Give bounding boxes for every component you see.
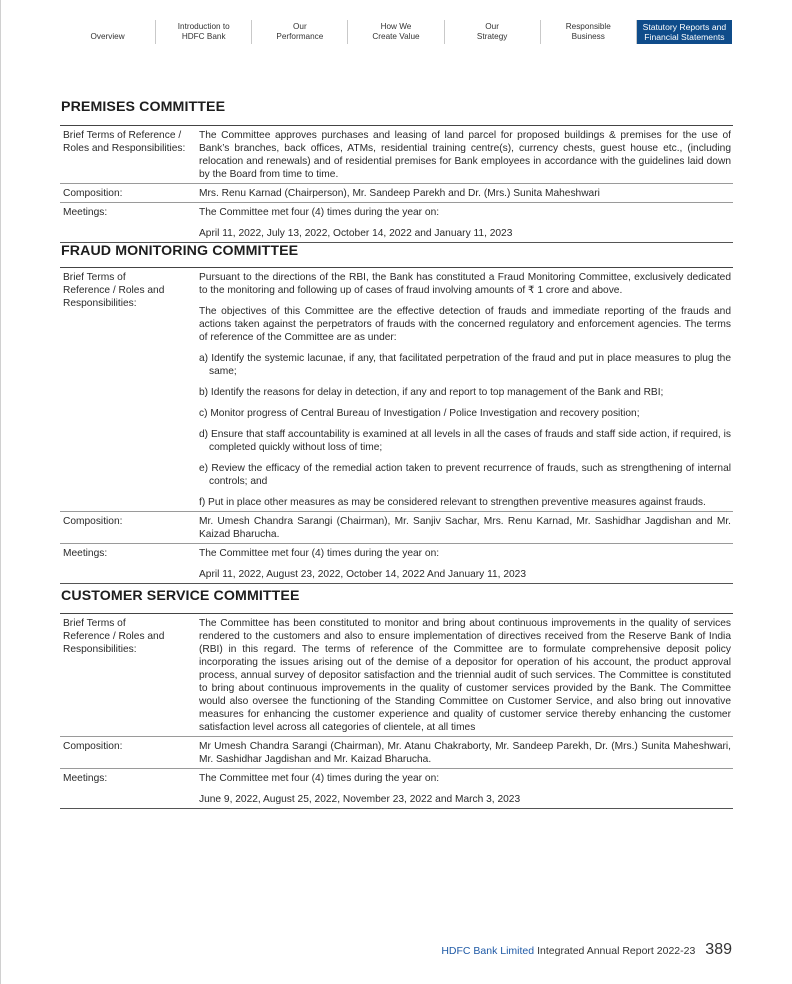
meetings-cell [199, 203, 733, 242]
table-row [60, 512, 733, 544]
row-label: Composition: [63, 741, 123, 752]
meetings-cell [199, 769, 733, 808]
tab-responsible-business[interactable]: Responsible Business [541, 20, 637, 44]
list-item: c) Monitor progress of Central Bureau of Investigation / Police Investigation and recovery position; [199, 408, 640, 419]
list-item: e) Review the efficacy of the remedial action taken to prevent recurrence of frauds, such as strengthening of internal controls; and [199, 463, 731, 487]
composition-text: Mr. Umesh Chandra Sarangi (Chairman), Mr. Sanjiv Sachar, Mrs. Renu Karnad, Mr. Sashidhar Jagdishan and Mr. Kaizad Bharucha. [199, 516, 731, 540]
fraud-committee-heading: FRAUD MONITORING COMMITTEE [61, 243, 299, 259]
list-item: d) Ensure that staff accountability is examined at all levels in all the cases of frauds and staff side action, if required, is completed quickly without loss of time; [199, 429, 731, 453]
row-label: Meetings: [63, 773, 108, 784]
tab-performance[interactable]: Our Performance [252, 20, 348, 44]
row-label: Meetings: [63, 207, 108, 218]
table-row [60, 614, 733, 737]
row-label: Composition: [63, 188, 123, 199]
meeting-dates: April 11, 2022, August 23, 2022, October 14, 2022 And January 11, 2023 [199, 569, 526, 580]
composition-text: Mr Umesh Chandra Sarangi (Chairman), Mr. Atanu Chakraborty, Mr. Sandeep Parekh, Dr. (Mrs.) Sunita Maheshwari, Mr. Sashidhar Jagdishan and Mr. Kaizad Bharucha. [199, 741, 731, 765]
customer-service-committee-heading: CUSTOMER SERVICE COMMITTEE [61, 588, 300, 604]
table-row [60, 268, 733, 512]
page-number: 389 [705, 941, 732, 958]
list-item: a) Identify the systemic lacunae, if any, that facilitated perpetration of the fraud and put in place measures to plug the same; [199, 353, 731, 377]
list-item: b) Identify the reasons for delay in detection, if any and report to top management of the Bank and RBI; [199, 387, 664, 398]
footer-brand: HDFC Bank Limited [441, 945, 535, 957]
fraud-committee-table [60, 267, 733, 584]
tab-statutory-reports[interactable]: Statutory Reports and Financial Statements [637, 20, 732, 44]
terms-of-reference-text: The Committee has been constituted to monitor and bring about continuous improvements in the quality of services rendered to the customers and also to ensure implementation of directives received from the Reserve Bank of India (RBI) in this regard. The terms of reference of the Committee are to formulate comprehensive deposit policy incorporating the issues arising out of the demise of a depositor for operation of his account, the product approval process, annual survey of depositor satisfaction and the triennial audit of such services. The Committee is constituted to bring about continuous improvements in the quality of customer services provided by the Bank. The Committee would also oversee the functioning of the Standing Committee on Customer Service, and also bring out innovative measures for enhancing the customer experience and quality of customer service thereby enhancing the customer satisfaction level across all categories of clientele, at all times [199, 618, 731, 733]
paragraph: The objectives of this Committee are the effective detection of frauds and immediate reporting of the frauds and actions taken against the perpetrators of frauds with the concerned regulatory and enforcement agencies. The terms of reference of the Committee are as under: [199, 306, 731, 343]
customer-service-committee-table [60, 613, 733, 809]
footer-report-title: Integrated Annual Report 2022-23 [537, 945, 696, 957]
meeting-dates: June 9, 2022, August 25, 2022, November 23, 2022 and March 3, 2023 [199, 794, 521, 805]
row-label: Meetings: [63, 548, 108, 559]
meeting-dates: April 11, 2022, July 13, 2022, October 14, 2022 and January 11, 2023 [199, 228, 513, 239]
tab-strategy[interactable]: Our Strategy [445, 20, 541, 44]
meetings-intro: The Committee met four (4) times during the year on: [199, 207, 440, 218]
row-label: Brief Terms of Reference / Roles and Responsibilities: [63, 618, 165, 655]
terms-of-reference-text: The Committee approves purchases and leasing of land parcel for proposed buildings & premises for the use of Bank’s branches, back offices, ATMs, residential training centre(s), currency chests, guest house etc., (including relocation and renewals) and of residential premises for Bank employees in accordance with the guidelines laid down by the Board from time to time. [199, 130, 731, 180]
premises-committee-table [60, 125, 733, 243]
premises-committee-heading: PREMISES COMMITTEE [61, 99, 226, 115]
row-label: Brief Terms of Reference / Roles and Responsibilities: [63, 130, 186, 154]
table-row [60, 769, 733, 809]
table-row [60, 203, 733, 243]
section-navigation [60, 20, 732, 44]
meetings-intro: The Committee met four (4) times during the year on: [199, 548, 440, 559]
meetings-cell [199, 544, 733, 583]
table-row [60, 126, 733, 184]
composition-text: Mrs. Renu Karnad (Chairperson), Mr. Sandeep Parekh and Dr. (Mrs.) Sunita Maheshwari [199, 188, 600, 199]
meetings-intro: The Committee met four (4) times during the year on: [199, 773, 440, 784]
tab-introduction[interactable]: Introduction to HDFC Bank [156, 20, 252, 44]
tab-overview[interactable]: Overview [60, 20, 156, 44]
page-footer [441, 941, 732, 959]
tab-create-value[interactable]: How We Create Value [348, 20, 444, 44]
table-row [60, 544, 733, 584]
list-item: f) Put in place other measures as may be considered relevant to strengthen preventive measures against frauds. [199, 497, 706, 508]
paragraph: Pursuant to the directions of the RBI, the Bank has constituted a Fraud Monitoring Committee, exclusively dedicated to the monitoring and following up of cases of fraud involving amounts of ₹ 1 crore and above. [199, 272, 731, 296]
row-label: Brief Terms of Reference / Roles and Responsibilities: [63, 272, 165, 309]
row-label: Composition: [63, 516, 123, 527]
terms-of-reference-cell [199, 268, 733, 511]
table-row [60, 184, 733, 203]
table-row [60, 737, 733, 769]
page-left-rule [0, 0, 1, 984]
